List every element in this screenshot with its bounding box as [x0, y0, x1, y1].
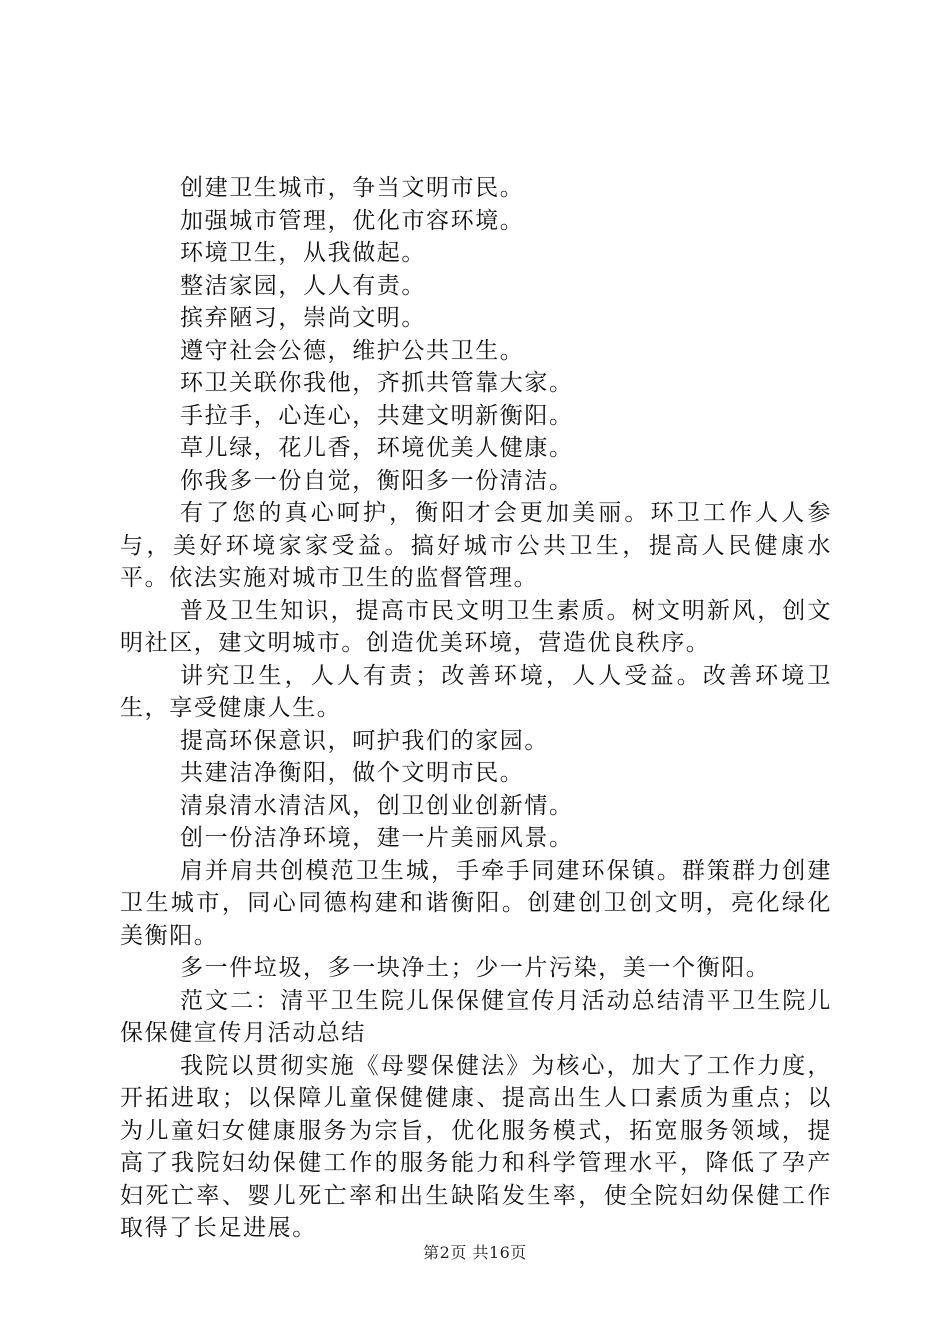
paragraph-16: 清泉清水清洁风，创卫创业创新情。 [180, 792, 574, 819]
paragraph-2: 加强城市管理，优化市容环境。 [180, 207, 525, 234]
paragraph-5: 摈弃陋习，崇尚文明。 [180, 305, 426, 331]
paragraph-7: 环卫关联你我他，齐抓共管靠大家。 [180, 370, 574, 396]
paragraph-6: 遵守社会公德，维护公共卫生。 [180, 337, 525, 364]
paragraph-1: 创建卫生城市，争当文明市民。 [180, 175, 525, 201]
paragraph-13: 讲究卫生，人人有责；改善环境，人人受益。改善环境卫生，享受健康人生。 [120, 662, 832, 721]
page-number-footer: 第2页 共16页 [423, 1243, 527, 1262]
paragraph-8: 手拉手，心连心，共建文明新衡阳。 [180, 402, 574, 429]
paragraph-9: 草儿绿，花儿香，环境优美人健康。 [180, 435, 574, 461]
paragraph-18: 肩并肩共创模范卫生城，手牵手同建环保镇。群策群力创建卫生城市，同心同德构建和谐衡阳。创建创卫创文明，亮化绿化美衡阳。 [120, 857, 832, 949]
paragraph-3: 环境卫生，从我做起。 [180, 240, 426, 266]
paragraph-15: 共建洁净衡阳，做个文明市民。 [180, 760, 525, 786]
paragraph-4: 整洁家园，人人有责。 [180, 272, 426, 299]
paragraph-14: 提高环保意识，呵护我们的家园。 [180, 727, 549, 754]
paragraph-17: 创一份洁净环境，建一片美丽风景。 [180, 825, 574, 851]
paragraph-19: 多一件垃圾，多一块净土；少一片污染，美一个衡阳。 [180, 955, 771, 981]
paragraph-12: 普及卫生知识，提高市民文明卫生素质。树文明新风，创文明社区，建文明城市。创造优美环境，营造优良秩序。 [120, 597, 832, 656]
document-body [120, 172, 832, 1245]
paragraph-20: 范文二：清平卫生院儿保保健宣传月活动总结清平卫生院儿保保健宣传月活动总结 [120, 987, 832, 1046]
paragraph-10: 你我多一份自觉，衡阳多一份清洁。 [180, 467, 574, 494]
paragraph-21: 我院以贯彻实施《母婴保健法》为核心，加大了工作力度，开拓进取；以保障儿童保健健康、提高出生人口素质为重点；以为儿童妇女健康服务为宗旨，优化服务模式，拓宽服务领域，提高了我院妇幼保健工作的服务能力和科学管理水平，降低了孕产妇死亡率、婴儿死亡率和出生缺陷发生率，使全院妇幼保健工作取得了长足进展。 [120, 1052, 832, 1241]
paragraph-11: 有了您的真心呵护，衡阳才会更加美丽。环卫工作人人参与，美好环境家家受益。搞好城市公共卫生，提高人民健康水平。依法实施对城市卫生的监督管理。 [120, 500, 832, 591]
